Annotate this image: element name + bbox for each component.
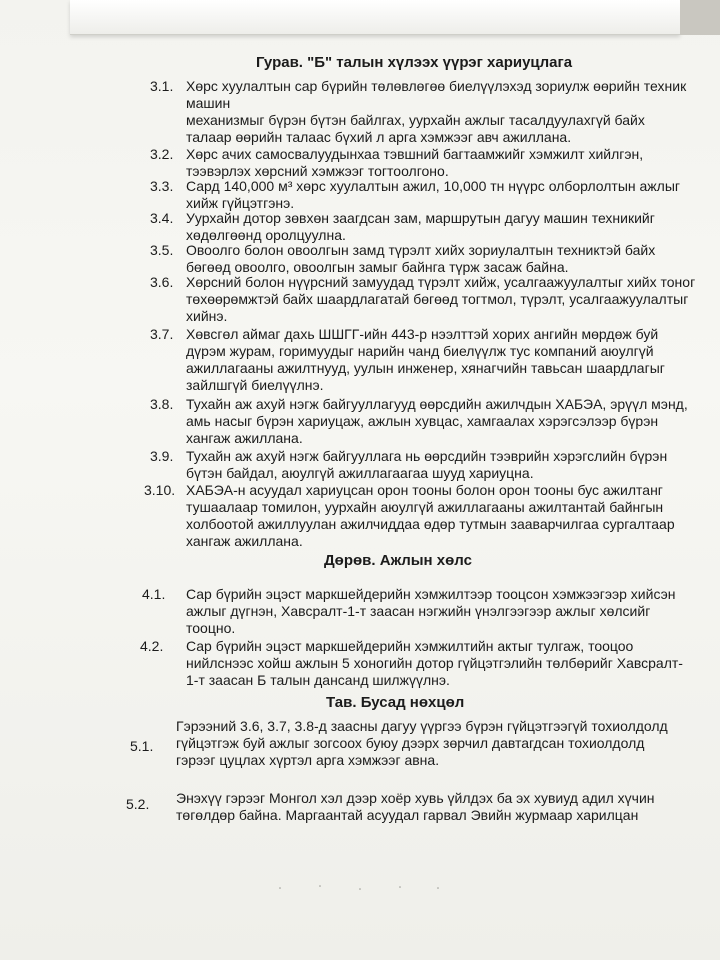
clause-number: 5.1.	[130, 738, 154, 754]
clause-text-3-9: Тухайн аж ахуй нэгж байгууллага нь өөрсдийн тээврийн хэрэгслийн бүрэн бүтэн байдал, аюулгүй ажиллагаагаа шууд хариуцна.	[186, 448, 668, 481]
clause-text-3-1: Хөрс хуулалтын сар бүрийн төлөвлөгөө биелүүлэхэд зориулж өөрийн техник машин механизмыг бүрэн бүтэн байлгах, уурхайн ажлыг тасалдуулахгүй байх талаар өөрийн талаас бүхий л арга хэмжээг авч ажиллана.	[186, 78, 687, 145]
clause-number: 3.8.	[150, 396, 174, 412]
clause-number: 3.1.	[150, 78, 174, 94]
clause-number: 3.3.	[150, 178, 174, 194]
print-specks	[260, 880, 460, 900]
clause-text-3-10: ХАБЭА-н асуудал хариуцсан орон тооны болон орон тооны бус ажилтанг тушаалаар томилон, уурхайн аюулгүй ажиллагааны ажилтантай байнгын холбоотой ажиллуулан ажилчиддаа өдөр тутмын зааварчилгаа сургалтаар хангаж ажиллана.	[186, 482, 675, 549]
section-heading-5: Тав. Бусад нөхцөл	[326, 694, 465, 711]
clause-text-3-2: Хөрс ачих самосвалуудынхаа тэвшний багтаамжийг хэмжилт хийлгэн, тээвэрлэх хөрсний хэмжээг тогтоолгоно.	[186, 146, 644, 179]
clause-number: 4.2.	[140, 638, 164, 654]
clause-number: 3.5.	[150, 242, 174, 258]
clause-text-5-2: Энэхүү гэрээг Монгол хэл дээр хоёр хувь үйлдэх ба эх хувиуд адил хүчин төгөлдөр байна. Маргаантай асуудал гарвал Эвийн журмаар харилцан	[176, 790, 655, 823]
clause-text-4-2: Сар бүрийн эцэст маркшейдерийн хэмжилтийн актыг тулгаж, тооцоо нийлснээс хойш ажлын 5 хоногийн дотор гүйцэтгэлийн төлбөрийг Хавсралт- 1-т заасан Б талын дансанд шилжүүлнэ.	[186, 638, 683, 688]
section-heading-3: Гурав. "Б" талын хүлээх үүрэг хариуцлага	[256, 54, 573, 71]
clause-text-3-7: Хөвсгөл аймаг дахь ШШГГ-ийн 443-р нээлттэй хорих ангийн мөрдөж буй дүрэм журам, горимуудыг нарийн чанд биелүүлж тус компаний аюулгүй ажиллагааны ажилтнууд, уулын инженер, хянагчийн тавьсан шаардлагыг зайлшгүй биелүүлнэ.	[186, 326, 665, 393]
clause-number: 3.2.	[150, 146, 174, 162]
clause-number: 3.10.	[144, 482, 176, 498]
clause-text-3-3: Сард 140,000 м³ хөрс хуулалтын ажил, 10,000 тн нүүрс олборлолтын ажлыг хийж гүйцэтгэнэ.	[186, 178, 681, 211]
clause-number: 4.1.	[142, 586, 166, 602]
clause-number: 3.6.	[150, 274, 174, 290]
clause-number: 3.4.	[150, 210, 174, 226]
clause-text-4-1: Сар бүрийн эцэст маркшейдерийн хэмжилтээр тооцсон хэмжээгээр хийсэн ажлыг дүгнэн, Хавсралт-1-т заасан нэгжийн үнэлгээгээр ажлыг хөлсийг тооцно.	[186, 586, 676, 636]
section-heading-4: Дөрөв. Ажлын хөлс	[324, 552, 472, 569]
clause-number: 3.9.	[150, 448, 174, 464]
clause-text-3-6: Хөрсний болон нүүрсний замуудад түрэлт хийж, усалгаажуулалтыг хийх тоног төхөөрөмжтэй байх шаардлагатай бөгөөд тогтмол, түрэлт, усалгаажуулалтыг хийнэ.	[186, 274, 696, 324]
clause-text-5-1: Гэрээний 3.6, 3.7, 3.8-д заасны дагуу үүргээ бүрэн гүйцэтгээгүй тохиолдолд гүйцэтгэж буй ажлыг зогсоох буюу дээрх зөрчил давтагдсан тохиолдолд гэрээг цуцлах хүртэл арга хэмжээг авна.	[176, 718, 668, 768]
clause-text-3-4: Уурхайн дотор зөвхөн заагдсан зам, маршрутын дагуу машин техникийг хөдөлгөөнд оролцуулна.	[186, 210, 655, 243]
clause-text-3-5: Овоолго болон овоолгын замд түрэлт хийх зориулалтын техниктэй байх бөгөөд овоолго, овоолгын замыг байнга түрж засаж байна.	[186, 242, 656, 275]
clause-number: 5.2.	[126, 796, 150, 812]
clause-number: 3.7.	[150, 326, 174, 342]
clause-text-3-8: Тухайн аж ахуй нэгж байгууллагууд өөрсдийн ажилчдын ХАБЭА, эрүүл мэнд, амь насыг бүрэн хариуцаж, ажлын хувцас, хамгаалах хэрэгсэлээр бүрэн хангаж ажиллана.	[186, 396, 688, 446]
